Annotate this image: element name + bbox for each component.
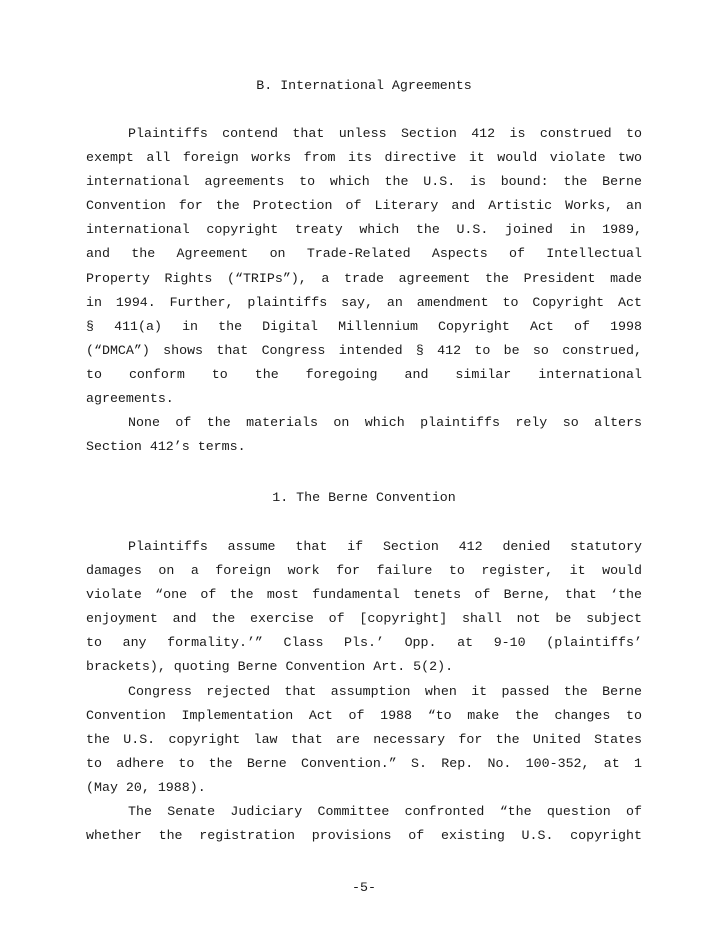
text-line: (May 20, 1988). — [86, 779, 206, 795]
text-line: to any formality.’” Class Pls.’ Opp. at 9-10 (plaintiffs’ — [86, 635, 642, 651]
paragraph-berne-convention — [86, 535, 642, 848]
text-line: to conform to the foregoing and similar international — [86, 366, 642, 382]
subsection-heading: 1. The Berne Convention — [272, 490, 456, 505]
text-line: None of the materials on which plaintiffs rely so alters — [128, 415, 642, 431]
text-line: brackets), quoting Berne Convention Art. 5(2). — [86, 659, 454, 675]
text-line: Section 412’s terms. — [86, 439, 246, 455]
paragraph-international-agreements — [86, 122, 642, 459]
text-line: violate “one of the most fundamental tenets of Berne, that ‘the — [86, 587, 642, 603]
text-line: Convention Implementation Act of 1988 “to make the changes to — [86, 707, 642, 723]
text-line: The Senate Judiciary Committee confronted “the question of — [128, 804, 642, 820]
text-line: and the Agreement on Trade-Related Aspects of Intellectual — [86, 246, 642, 262]
text-line: damages on a foreign work for failure to register, it would — [86, 563, 642, 579]
text-line: agreements. — [86, 391, 174, 407]
text-line: Property Rights (“TRIPs”), a trade agreement the President made — [86, 270, 642, 286]
text-line: international copyright treaty which the U.S. joined in 1989, — [86, 222, 642, 238]
text-line: whether the registration provisions of existing U.S. copyright — [86, 828, 642, 844]
text-line: Congress rejected that assumption when it passed the Berne — [128, 683, 642, 699]
section-heading: B. International Agreements — [256, 78, 472, 93]
text-line: § 411(a) in the Digital Millennium Copyright Act of 1998 — [86, 318, 642, 334]
text-line: in 1994. Further, plaintiffs say, an amendment to Copyright Act — [86, 294, 642, 310]
text-line: international agreements to which the U.S. is bound: the Berne — [86, 174, 642, 190]
text-line: enjoyment and the exercise of [copyright] shall not be subject — [86, 611, 642, 627]
text-line: (“DMCA”) shows that Congress intended § 412 to be so construed, — [86, 342, 642, 358]
text-line: to adhere to the Berne Convention.” S. Rep. No. 100-352, at 1 — [86, 755, 642, 771]
page-number: -5- — [352, 880, 376, 895]
text-line: the U.S. copyright law that are necessary for the United States — [86, 731, 642, 747]
text-line: exempt all foreign works from its directive it would violate two — [86, 150, 642, 166]
text-line: Plaintiffs assume that if Section 412 denied statutory — [128, 539, 642, 554]
text-line: Convention for the Protection of Literary and Artistic Works, an — [86, 198, 642, 214]
text-line: Plaintiffs contend that unless Section 412 is construed to — [128, 126, 642, 141]
